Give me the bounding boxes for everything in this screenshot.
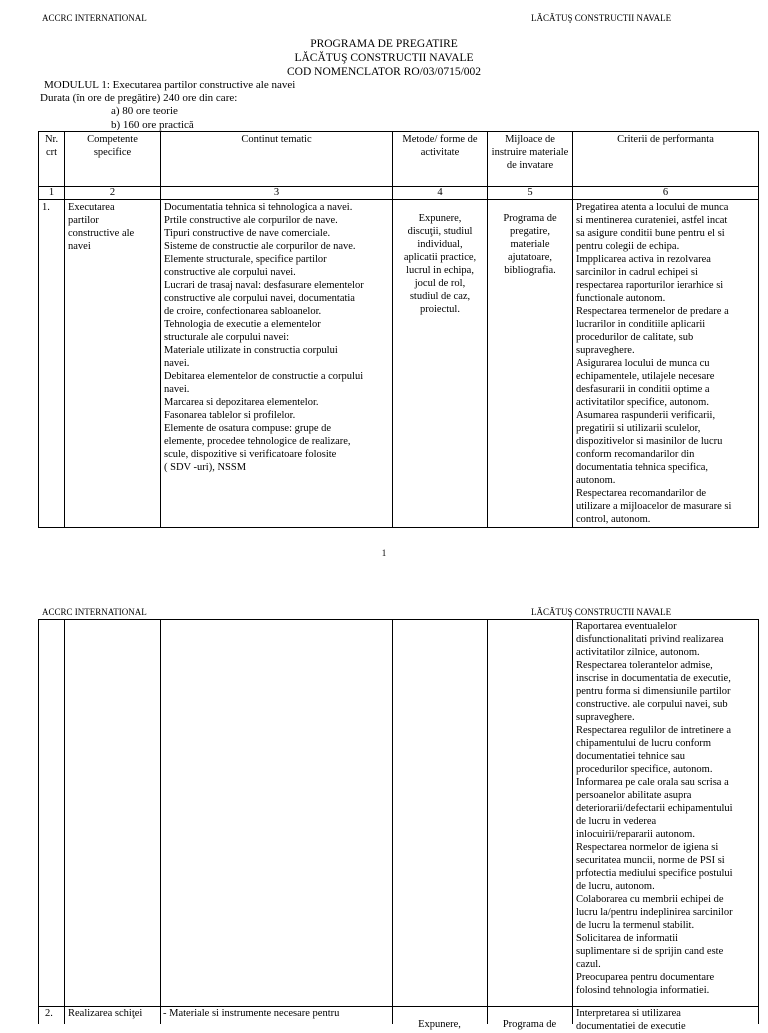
text-line: navei. — [164, 384, 190, 396]
table-header-row — [39, 132, 759, 187]
text-line: conform recomandarilor din — [576, 449, 695, 461]
text-line: Debitarea elementelor de constructie a corpului — [164, 371, 364, 383]
text-line: pentru colegii de echipa. — [576, 241, 680, 253]
header-left: ACCRC INTERNATIONAL — [42, 13, 147, 23]
text-line: Respectarea termenelor de predare a — [576, 306, 729, 318]
text-line: Fasonarea tablelor si profilelor. — [164, 410, 296, 422]
text-line: Documentatia tehnica si tehnologica a navei. — [164, 202, 353, 213]
text-line: aplicatii practice, — [403, 252, 477, 264]
text-line: Asigurarea locului de munca cu — [576, 358, 710, 370]
continut-cell: - Materiale si instrumente necesare pentru — [163, 1008, 340, 1019]
text-line: sarcinilor in cadrul echipei si — [576, 267, 698, 279]
text-line: scule, dispozitive si verificatoare folosite — [164, 449, 337, 461]
text-line: procedurilor de calitate, sub — [576, 332, 694, 344]
document-title — [0, 38, 768, 79]
text-line: persoanelor abilitate asupra — [576, 790, 692, 802]
text-line: navei — [68, 241, 91, 253]
col-number: 5 — [488, 187, 573, 200]
module-line: MODULUL 1: Executarea partilor constructive ale navei — [44, 79, 296, 91]
header-left: ACCRC INTERNATIONAL — [42, 607, 147, 617]
text-line: constructive ale — [68, 228, 135, 240]
col-number: 6 — [573, 187, 759, 200]
text-line: structurale ale corpului navei: — [164, 332, 290, 344]
text-line: partilor — [68, 215, 99, 227]
text-line: procedurilor specifice, autonom. — [576, 764, 713, 776]
text-line: desfasurarii in conditii optime a — [576, 384, 710, 396]
title-line: PROGRAMA DE PREGATIRE — [310, 38, 458, 50]
col-header-metode: Metode/ forme de activitate — [393, 132, 488, 187]
text-line: Impplicarea activa in rezolvarea — [576, 254, 711, 266]
text-line: Sisteme de constructie ale corpurilor de nave. — [164, 241, 356, 253]
text-line: inlocuirii/repararii autonom. — [576, 829, 695, 841]
text-line: Tipuri constructive de nave comerciale. — [164, 228, 331, 240]
curriculum-table — [38, 131, 759, 528]
table-border — [487, 619, 488, 1024]
col-number: 3 — [161, 187, 393, 200]
col-header-continut: Continut tematic — [161, 132, 393, 187]
table-border — [392, 619, 393, 1024]
text-line: dispozitivelor si masinilor de lucru — [576, 436, 723, 448]
text-line: Asumarea raspunderii verificarii, — [576, 410, 716, 422]
text-line: documentatiei de executie — [576, 1021, 686, 1033]
text-line: de lucru in vederea — [576, 816, 657, 828]
metode-cell: Expunere, — [418, 1019, 461, 1030]
text-line: securitatea muncii, norme de PSI si — [576, 855, 725, 867]
text-line: documentatiei tehnice sau — [576, 751, 686, 763]
competenta-cell: Realizarea schiţei — [68, 1008, 143, 1019]
text-line: de lucru, autonom. — [576, 881, 655, 893]
text-line: constructive ale corpului navei. — [164, 267, 296, 279]
text-line: Tehnologia de executie a elementelor — [164, 319, 321, 331]
continut-cell — [161, 200, 393, 528]
text-line: Raportarea eventualelor — [576, 621, 677, 632]
text-line: folosind tehnologia informatiei. — [576, 985, 710, 997]
table-row — [39, 200, 759, 528]
col-header-nr: Nr. crt — [39, 132, 65, 187]
text-line: Pregatirea atenta a locului de munca — [576, 202, 729, 213]
text-line: respectarea raporturilor ierarhice si — [576, 280, 724, 292]
text-line: Programa de — [503, 213, 557, 224]
text-line: Preocuparea pentru documentare — [576, 972, 715, 984]
table-border — [38, 619, 39, 1024]
header-right: LĂCĂTUŞ CONSTRUCTII NAVALE — [531, 13, 672, 23]
text-line: control, autonom. — [576, 514, 651, 526]
column-number-row — [39, 187, 759, 200]
page-number: 1 — [381, 548, 387, 558]
text-line: lucru la/pentru indeplinirea sarcinilor — [576, 907, 733, 919]
text-line: cazul. — [576, 959, 601, 971]
text-line: discuţii, studiul — [407, 226, 473, 238]
text-line: Expunere, — [418, 213, 462, 224]
text-line: supraveghere. — [576, 712, 635, 724]
text-line: functionale autonom. — [576, 293, 666, 305]
text-line: inscrise in documentatia de executie, — [576, 673, 731, 685]
text-line: materiale — [510, 239, 550, 251]
text-line: lucrarilor in conditiile aplicarii — [576, 319, 706, 331]
text-line: Informarea pe cale orala sau scrisa a — [576, 777, 729, 789]
row-number: 1. — [39, 200, 65, 528]
table-border — [758, 619, 759, 1024]
module-info — [40, 79, 296, 132]
text-line: prfotectia mediului specifice postului — [576, 868, 733, 880]
text-line: lucrul in echipa, — [406, 265, 474, 277]
text-line: autonom. — [576, 475, 616, 487]
text-line: constructive ale corpului navei, documentatia — [164, 293, 355, 305]
text-line: si mentinerea curateniei, astfel incat — [576, 215, 728, 227]
text-line: disfunctionalitati privind realizarea — [576, 634, 724, 646]
text-line: studiul de caz, — [409, 291, 471, 303]
text-line: jocul de rol, — [414, 278, 466, 290]
title-line: LĂCĂTUŞ CONSTRUCTII NAVALE — [294, 51, 474, 64]
text-line: Marcarea si depozitarea elementelor. — [164, 397, 319, 409]
criterii-cell — [573, 200, 759, 528]
text-line: utilizare a mijloacelor de masurare si — [576, 501, 732, 513]
text-line: proiectul. — [420, 304, 460, 316]
criterii-continuation-cell — [576, 620, 733, 997]
text-line: Respectarea recomandarilor de — [576, 488, 707, 500]
mijloace-cell — [488, 200, 573, 528]
text-line: pentru forma si dimensiunile partilor — [576, 686, 731, 698]
text-line: Respectarea regulilor de intretinere a — [576, 725, 732, 737]
text-line: Interpretarea si utilizarea — [576, 1008, 681, 1019]
text-line: Executarea — [68, 202, 115, 213]
text-line: ( SDV -uri), NSSM — [164, 462, 247, 474]
criterii-cell — [576, 1007, 686, 1033]
text-line: activitatilor zilnice, autonom. — [576, 647, 700, 659]
text-line: individual, — [417, 239, 463, 251]
text-line: sa asigure conditii bune pentru el si — [576, 228, 725, 240]
text-line: bibliografia. — [504, 265, 556, 277]
text-line: documentatia tehnica specifica, — [576, 462, 709, 474]
text-line: Colaborarea cu membrii echipei de — [576, 894, 724, 906]
text-line: activitatilor specifice, autonom. — [576, 397, 709, 409]
col-number: 1 — [39, 187, 65, 200]
text-line: Solicitarea de informatii — [576, 933, 679, 945]
text-line: navei. — [164, 358, 190, 370]
text-line: echipamentele, utilajele necesare — [576, 371, 715, 383]
col-header-competente: Competente specifice — [65, 132, 161, 187]
title-line: COD NOMENCLATOR RO/03/0715/002 — [286, 65, 482, 78]
table-border — [64, 619, 65, 1024]
text-line: ajutatoare, — [507, 252, 552, 264]
text-line: Elemente structurale, specifice partilor — [164, 254, 327, 266]
table-border — [160, 619, 161, 1024]
text-line: de croire, confectionarea sabloanelor. — [164, 306, 322, 318]
text-line: Respectarea normelor de igiena si — [576, 842, 719, 854]
col-header-mijloace: Mijloace de instruire materiale de invatare — [488, 132, 573, 187]
header-right: LĂCĂTUŞ CONSTRUCTII NAVALE — [531, 607, 672, 617]
text-line: Prtile constructive ale corpurilor de nave. — [164, 215, 338, 227]
text-line: Materiale utilizate in constructia corpului — [164, 345, 338, 357]
text-line: elemente, procedee tehnologice de realizare, — [164, 436, 351, 448]
competenta-cell — [65, 200, 161, 528]
duration-line: Durata (în ore de pregătire) 240 ore din care: — [40, 92, 238, 105]
mijloace-cell: Programa de — [502, 1019, 557, 1030]
text-line: Lucrari de trasaj naval: desfasurare elementelor — [164, 280, 364, 292]
metode-cell — [393, 200, 488, 528]
text-line: deteriorarii/defectarii echipamentului — [576, 803, 733, 815]
text-line: Respectarea tolerantelor admise, — [576, 660, 713, 672]
col-number: 2 — [65, 187, 161, 200]
col-header-criterii: Criterii de performanta — [573, 132, 759, 187]
row-number: 2. — [45, 1008, 53, 1019]
text-line: supraveghere. — [576, 345, 635, 357]
text-line: pregatire, — [510, 226, 550, 238]
text-line: constructive. ale corpului navei, sub — [576, 699, 728, 711]
table-border — [572, 619, 573, 1024]
text-line: suplimentare si de sprijin cand este — [576, 946, 724, 958]
text-line: Elemente de osatura compuse: grupe de — [164, 423, 332, 435]
text-line: chipamentului de lucru conform — [576, 738, 711, 750]
duration-item: a) 80 ore teorie — [111, 105, 178, 118]
text-line: de lucru la termenul stabilit. — [576, 920, 695, 932]
duration-item: b) 160 ore practică — [111, 118, 194, 131]
col-number: 4 — [393, 187, 488, 200]
text-line: pregatirii si utilizarii sculelor, — [576, 423, 701, 435]
